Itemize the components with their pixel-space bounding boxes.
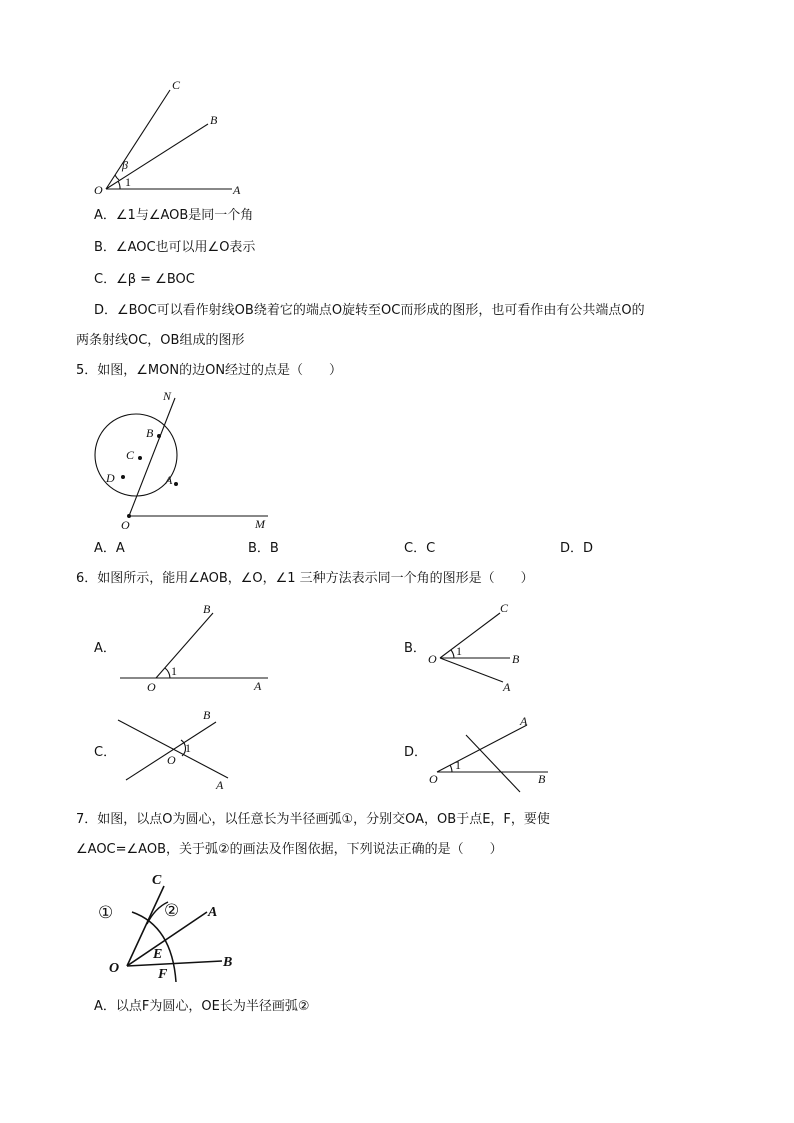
- ray-ob: [127, 961, 222, 966]
- q7-stem-line1: 7．如图，以点O为圆心，以任意长为半径画弧①，分别交OA，OB于点E，F，要使: [76, 812, 550, 827]
- point-b: [157, 434, 161, 438]
- label-1: 1: [185, 741, 191, 755]
- label-1: 1: [455, 758, 461, 772]
- label-b: B: [538, 772, 546, 786]
- q7-option-a[interactable]: A．以点F为圆心，OE长为半径画弧②: [94, 999, 310, 1014]
- label-c: C: [152, 873, 162, 888]
- label-c: C: [500, 601, 509, 615]
- ray-ob: [106, 124, 208, 189]
- label-arc-2: ②: [164, 901, 180, 920]
- label-c: C: [172, 78, 181, 92]
- q5-option-d[interactable]: D．D: [560, 541, 594, 556]
- label-1: 1: [171, 664, 177, 678]
- label-1: 1: [456, 644, 462, 658]
- ray-on: [129, 398, 175, 516]
- q7-stem-line2: ∠AOC=∠AOB，关于弧②的画法及作图依据，下列说法正确的是（ ）: [76, 842, 503, 857]
- label-d: D: [106, 471, 115, 485]
- label-a: A: [216, 778, 224, 792]
- q6-option-c[interactable]: C．: [94, 745, 117, 760]
- label-b: B: [210, 113, 218, 127]
- label-o: O: [429, 772, 438, 786]
- label-o: O: [94, 183, 103, 197]
- q5-option-c[interactable]: C．C: [404, 541, 436, 556]
- label-f: F: [158, 967, 168, 982]
- label-e: E: [153, 947, 163, 962]
- point-a: [174, 482, 178, 486]
- q6-option-a[interactable]: A．: [94, 641, 116, 656]
- point-c: [138, 456, 142, 460]
- label-b: B: [512, 652, 520, 666]
- label-c: C: [126, 448, 135, 462]
- label-a: A: [254, 679, 262, 693]
- q4-option-d-line1[interactable]: D．∠BOC可以看作射线OB绕着它的端点O旋转至OC而形成的图形，也可看作由有公共端点O的: [94, 303, 645, 318]
- circle: [95, 414, 177, 496]
- label-o: O: [109, 961, 120, 976]
- q6-stem: 6．如图所示，能用∠AOB，∠O，∠1 三种方法表示同一个角的图形是（ ）: [76, 571, 534, 586]
- point-o: [127, 514, 131, 518]
- q6-figure-b: [428, 601, 520, 694]
- label-n: N: [163, 389, 172, 403]
- q4-option-a[interactable]: A．∠1与∠AOB是同一个角: [94, 208, 254, 223]
- q5-option-a[interactable]: A．A: [94, 541, 125, 556]
- label-b: B: [146, 426, 154, 440]
- arc-2: [147, 902, 168, 924]
- q6-option-d[interactable]: D．: [404, 745, 428, 760]
- label-angle-1: 1: [125, 175, 131, 189]
- label-o: O: [147, 680, 156, 694]
- angle-arc-beta: [115, 175, 119, 180]
- label-beta: β: [122, 158, 128, 172]
- label-a: A: [233, 183, 241, 197]
- q5-option-b[interactable]: B．B: [248, 541, 279, 556]
- label-b: B: [223, 955, 233, 970]
- label-a: A: [520, 714, 528, 728]
- arc-1: [132, 912, 176, 982]
- q4-option-d-line2: 两条射线OC，OB组成的图形: [76, 333, 245, 348]
- ray-oc: [127, 886, 164, 966]
- label-o: O: [428, 652, 437, 666]
- point-d: [121, 475, 125, 479]
- label-b: B: [203, 602, 211, 616]
- label-a: A: [208, 905, 218, 920]
- label-a: A: [165, 473, 173, 487]
- q4-option-b[interactable]: B．∠AOC也可以用∠O表示: [94, 240, 256, 255]
- label-o: O: [121, 518, 130, 532]
- q6-figure-a: [120, 602, 268, 694]
- q6-option-b[interactable]: B．: [404, 641, 426, 656]
- label-arc-1: ①: [98, 903, 114, 922]
- label-m: M: [255, 517, 265, 531]
- ray-oa: [127, 912, 207, 966]
- label-o: O: [167, 753, 176, 767]
- q5-stem: 5．如图，∠MON的边ON经过的点是（ ）: [76, 363, 343, 378]
- label-b: B: [203, 708, 211, 722]
- q4-option-c[interactable]: C．∠β = ∠BOC: [94, 272, 195, 287]
- q6-figure-d: [429, 714, 548, 792]
- q6-figure-c: [118, 708, 228, 792]
- angle-arc-1: [118, 181, 120, 189]
- label-a: A: [503, 680, 511, 694]
- ray-oc: [106, 90, 170, 189]
